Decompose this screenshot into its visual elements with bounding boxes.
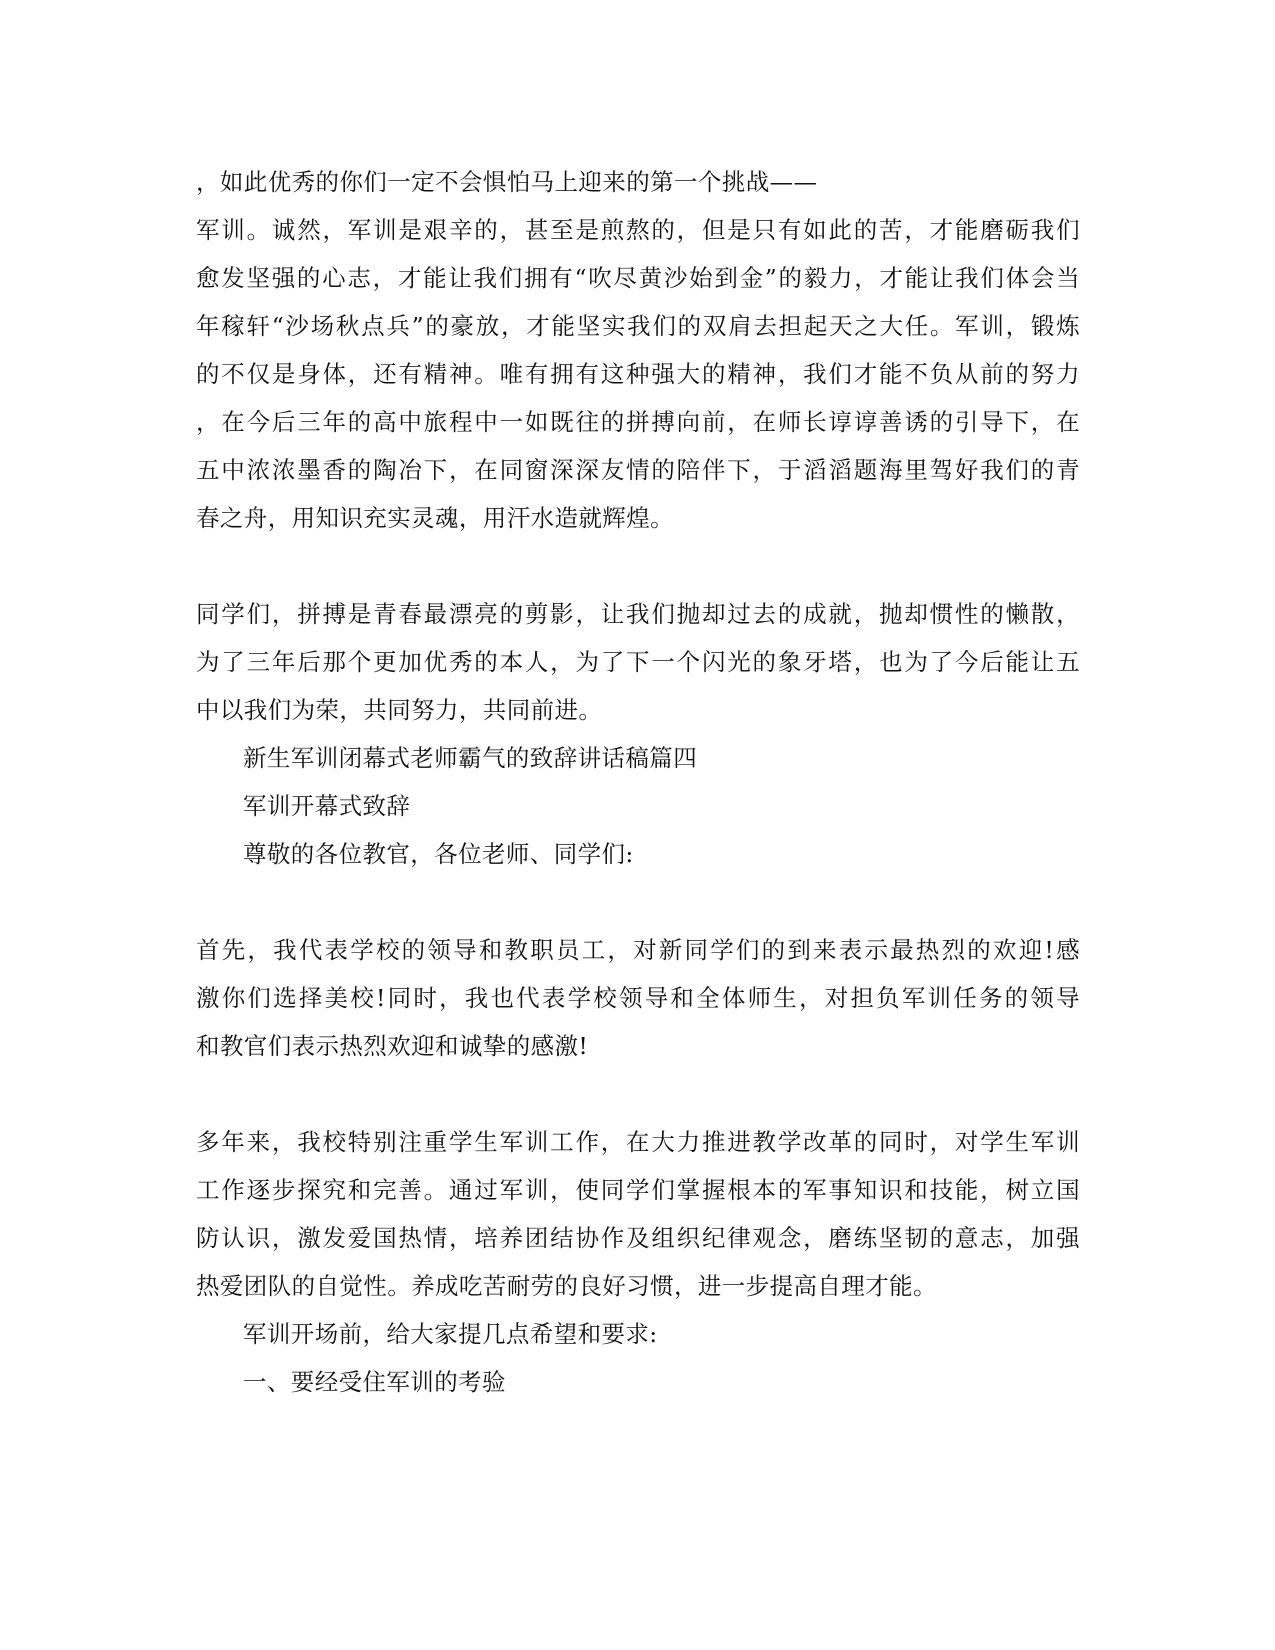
text-line: 春之舟，用知识充实灵魂，用汗水造就辉煌。 [196, 504, 674, 532]
text-line: 的不仅是身体，还有精神。唯有拥有这种强大的精神，我们才能不负从前的努力 [196, 360, 1080, 388]
text-line: 多年来，我校特别注重学生军训工作，在大力推进教学改革的同时，对学生军训 [196, 1128, 1080, 1156]
text-line: ，在今后三年的高中旅程中一如既往的拼搏向前，在师长谆谆善诱的引导下，在 [196, 408, 1080, 436]
text-line: 年稼轩“沙场秋点兵”的豪放，才能坚实我们的双肩去担起天之大任。军训，锻炼 [196, 312, 1080, 340]
text-line: ，如此优秀的你们一定不会惧怕马上迎来的第一个挑战—— [196, 168, 818, 196]
section-heading: 新生军训闭幕式老师霸气的致辞讲话稿篇四 [243, 744, 698, 772]
section-heading-block [196, 734, 1080, 878]
text-line: 首先，我代表学校的领导和教职员工，对新同学们的到来表示最热烈的欢迎!感 [196, 936, 1080, 964]
requirements-intro: 军训开场前，给大家提几点希望和要求: [243, 1320, 658, 1348]
text-line: 五中浓浓墨香的陶冶下，在同窗深深友情的陪伴下，于滔滔题海里驾好我们的青 [196, 456, 1080, 484]
text-line: 同学们，拼搏是青春最漂亮的剪影，让我们抛却过去的成就，抛却惯性的懒散， [196, 600, 1080, 628]
text-line: 和教官们表示热烈欢迎和诚挚的感激! [196, 1032, 589, 1060]
text-line: 防认识，激发爱国热情，培养团结协作及组织纪律观念，磨练坚韧的意志，加强 [196, 1224, 1080, 1252]
section-subheading: 军训开幕式致辞 [243, 792, 411, 820]
requirement-item-1: 一、要经受住军训的考验 [243, 1368, 506, 1396]
text-line: 军训。诚然，军训是艰辛的，甚至是煎熬的，但是只有如此的苦，才能磨砺我们 [196, 216, 1080, 244]
text-line: 热爱团队的自觉性。养成吃苦耐劳的良好习惯，进一步提高自理才能。 [196, 1272, 937, 1300]
paragraph-military-training-challenge [196, 158, 1080, 542]
text-line: 激你们选择美校!同时，我也代表学校领导和全体师生，对担负军训任务的领导 [196, 984, 1080, 1012]
paragraph-school-training-work [196, 1118, 1080, 1310]
salutation: 尊敬的各位教官，各位老师、同学们: [243, 840, 634, 868]
paragraph-welcome [196, 926, 1080, 1070]
text-line: 为了三年后那个更加优秀的本人，为了下一个闪光的象牙塔，也为了今后能让五 [196, 648, 1080, 676]
text-line: 愈发坚强的心志，才能让我们拥有“吹尽黄沙始到金”的毅力，才能让我们体会当 [196, 264, 1080, 292]
requirements-block [196, 1310, 1080, 1406]
document-body [196, 158, 1080, 1406]
text-line: 工作逐步探究和完善。通过军训，使同学们掌握根本的军事知识和技能，树立国 [196, 1176, 1080, 1204]
text-line: 中以我们为荣，共同努力，共同前进。 [196, 696, 603, 724]
paragraph-youth-striving [196, 590, 1080, 734]
